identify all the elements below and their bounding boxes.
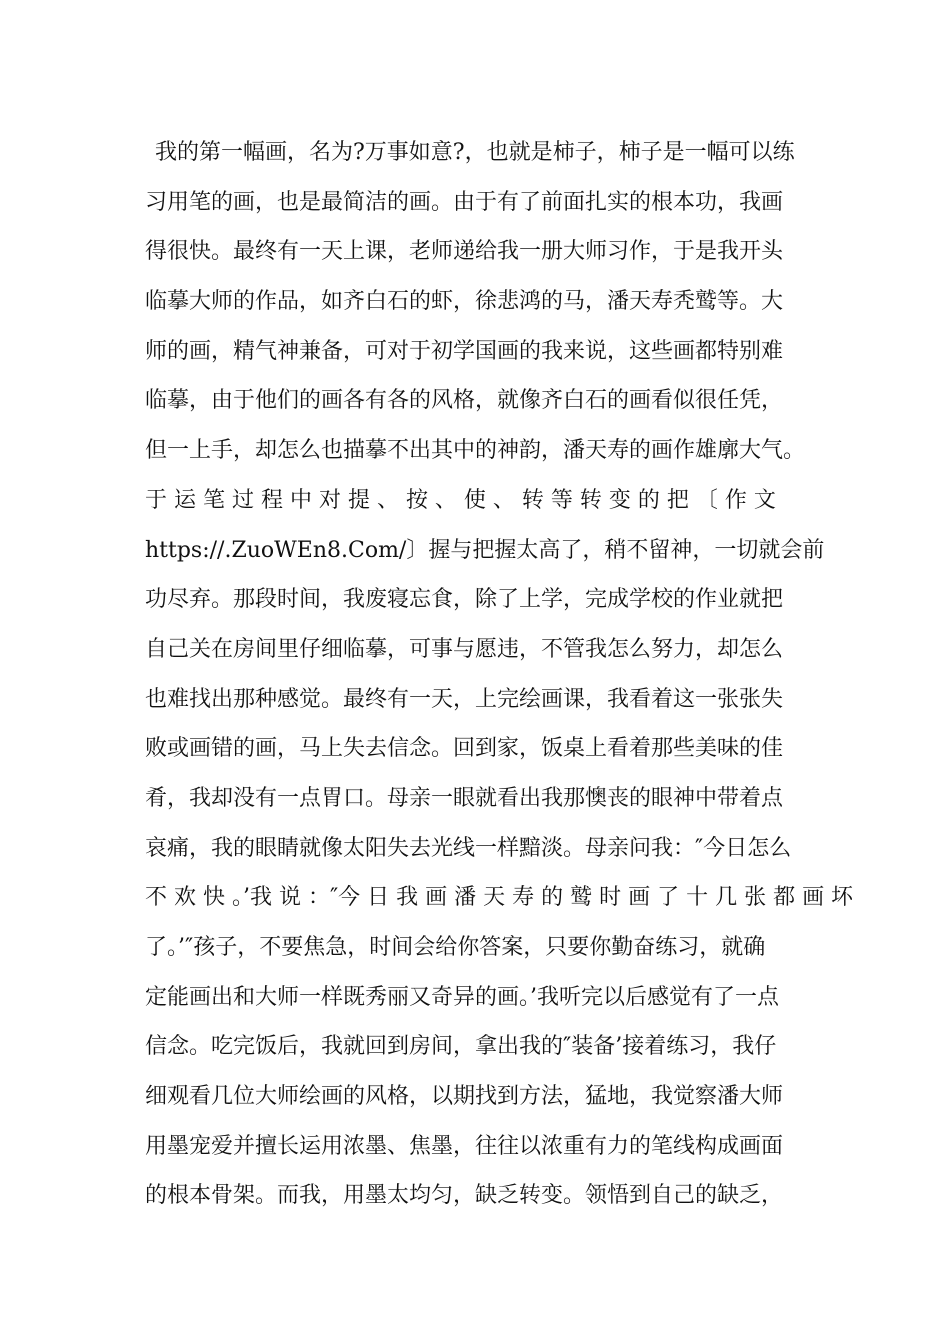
- text-line: 的根本骨架。而我，用墨太均匀，缺乏转变。领悟到自己的缺乏，: [145, 1183, 784, 1209]
- body-text: [145, 128, 854, 1221]
- text-line: 用墨宠爱并擅长运用浓墨、焦墨，往往以浓重有力的笔线构成画面: [145, 1133, 784, 1159]
- text-line: 得很快。最终有一天上课，老师递给我一册大师习作，于是我开头: [145, 239, 784, 265]
- text-line: 不 欢 快 。’我 说 ：″今 日 我 画 潘 天 寿 的 鹫 时 画 了 十 几 张 都 画 坏: [145, 885, 854, 911]
- text-line: 也难找出那种感觉。最终有一天，上完绘画课，我看着这一张张失: [145, 686, 784, 712]
- text-line: 临摹大师的作品，如齐白石的虾，徐悲鸿的马，潘天寿秃鹫等。大: [145, 289, 784, 315]
- text-line: 定能画出和大师一样既秀丽又奇异的画。’我听完以后感觉有了一点: [145, 984, 779, 1010]
- text-line: 哀痛，我的眼睛就像太阳失去光线一样黯淡。母亲问我：″今日怎么: [145, 835, 792, 861]
- text-line: 师的画，精气神兼备，可对于初学国画的我来说，这些画都特别难: [145, 338, 784, 364]
- text-line: 习用笔的画，也是最简洁的画。由于有了前面扎实的根本功，我画: [145, 189, 784, 215]
- text-line: 自己关在房间里仔细临摹，可事与愿违，不管我怎么努力，却怎么: [145, 636, 784, 662]
- text-line: 于 运 笔 过 程 中 对 提 、 按 、 使 、 转 等 转 变 的 把 〔 作 文: [145, 487, 776, 513]
- text-line: 信念。吃完饭后，我就回到房间，拿出我的″装备’接着练习，我仔: [145, 1034, 777, 1060]
- text-line: 细观看几位大师绘画的风格，以期找到方法，猛地，我觉察潘大师: [145, 1084, 784, 1110]
- text-line: 败或画错的画，马上失去信念。回到家，饭桌上看着那些美味的佳: [145, 736, 784, 762]
- text-line: 我的第一幅画，名为?万事如意?，也就是柿子，柿子是一幅可以练: [155, 140, 795, 165]
- text-line: 临摹，由于他们的画各有各的风格，就像齐白石的画看似很任凭，: [145, 388, 784, 414]
- text-line: 功尽弃。那段时间，我废寝忘食，除了上学，完成学校的作业就把: [145, 587, 784, 613]
- text-line: 但一上手，却怎么也描摹不出其中的神韵，潘天寿的画作雄廓大气。: [145, 438, 806, 464]
- text-line: https://.ZuoWEn8.Com/〕握与把握太高了，稍不留神，一切就会前: [145, 537, 825, 563]
- text-line: 了。’″孩子，不要焦急，时间会给你答案，只要你勤奋练习，就确: [145, 935, 766, 960]
- text-line: 肴，我却没有一点胃口。母亲一眼就看出我那懊丧的眼神中带着点: [145, 785, 784, 811]
